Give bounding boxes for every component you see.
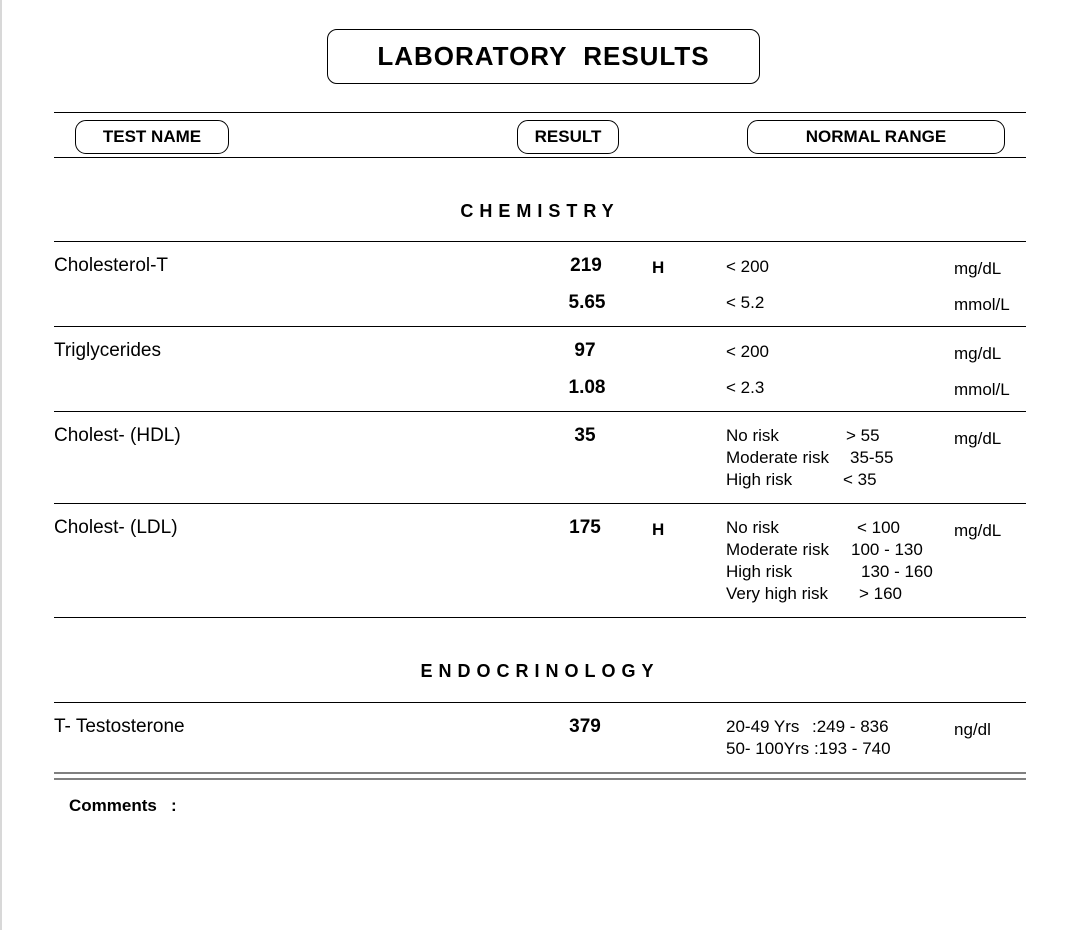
- section-chemistry: CHEMISTRY: [460, 201, 620, 221]
- normal-range: < 5.2: [726, 293, 765, 312]
- header-top-rule: [54, 112, 1026, 113]
- range-label: 50- 100Yrs: [726, 739, 810, 758]
- range-line: [726, 561, 933, 583]
- page-left-edge: [0, 0, 2, 930]
- result-value: 97: [574, 340, 596, 361]
- range-value: > 55: [846, 426, 880, 445]
- range-value: 100 - 130: [851, 540, 923, 559]
- high-flag: H: [652, 520, 665, 539]
- page-title: LABORATORY RESULTS: [327, 29, 760, 84]
- range-label: High risk: [726, 562, 793, 581]
- range-value: < 100: [857, 518, 901, 537]
- result-value: 219: [570, 255, 602, 276]
- unit: mmol/L: [954, 295, 1010, 314]
- range-line: [726, 539, 923, 561]
- range-line: [726, 469, 877, 491]
- test-name: T- Testosterone: [54, 716, 185, 737]
- row-divider: [54, 617, 1026, 618]
- result-value: 1.08: [568, 377, 606, 398]
- row-divider: [54, 241, 1026, 242]
- range-line: [726, 447, 893, 469]
- range-value: > 160: [859, 584, 903, 603]
- range-line: [726, 716, 889, 738]
- high-flag: H: [652, 258, 665, 277]
- test-name: Cholest- (LDL): [54, 517, 178, 538]
- result-value: 35: [574, 425, 596, 446]
- column-header-normal-range: NORMAL RANGE: [747, 120, 1005, 154]
- section-endocrinology: ENDOCRINOLOGY: [420, 661, 660, 681]
- test-name: Cholesterol-T: [54, 255, 169, 276]
- range-label: No risk: [726, 426, 779, 445]
- range-value: :249 - 836: [812, 717, 889, 736]
- result-value: 379: [569, 716, 601, 737]
- test-name: Triglycerides: [54, 340, 161, 361]
- column-header-result: RESULT: [517, 120, 619, 154]
- range-value: 35-55: [850, 448, 894, 467]
- column-header-test-name: TEST NAME: [75, 120, 229, 154]
- header-bottom-rule: [54, 157, 1026, 158]
- result-value: 175: [569, 517, 601, 538]
- range-value: < 35: [843, 470, 877, 489]
- normal-range: < 2.3: [726, 378, 765, 397]
- normal-range: < 200: [726, 257, 770, 276]
- range-line: [726, 425, 880, 447]
- range-value: 130 - 160: [861, 562, 933, 581]
- range-line: [726, 738, 891, 760]
- unit: mg/dL: [954, 344, 1002, 363]
- range-line: [726, 517, 900, 539]
- range-label: 20-49 Yrs: [726, 717, 800, 736]
- range-label: Moderate risk: [726, 540, 829, 559]
- test-name: Cholest- (HDL): [54, 425, 181, 446]
- result-value: 5.65: [568, 292, 606, 313]
- unit: mmol/L: [954, 380, 1010, 399]
- footer-double-rule-bottom: [54, 778, 1026, 780]
- unit: ng/dl: [954, 720, 991, 739]
- range-label: Moderate risk: [726, 448, 829, 467]
- row-divider: [54, 326, 1026, 327]
- unit: mg/dL: [954, 429, 1002, 448]
- range-label: Very high risk: [726, 584, 829, 603]
- range-value: :193 - 740: [814, 739, 891, 758]
- unit: mg/dL: [954, 521, 1002, 540]
- range-line: [726, 583, 902, 605]
- range-label: No risk: [726, 518, 779, 537]
- unit: mg/dL: [954, 259, 1002, 278]
- normal-range: < 200: [726, 342, 770, 361]
- row-divider: [54, 702, 1026, 703]
- comments-label: Comments :: [69, 796, 177, 815]
- row-divider: [54, 411, 1026, 412]
- range-label: High risk: [726, 470, 793, 489]
- row-divider: [54, 503, 1026, 504]
- footer-double-rule-top: [54, 772, 1026, 774]
